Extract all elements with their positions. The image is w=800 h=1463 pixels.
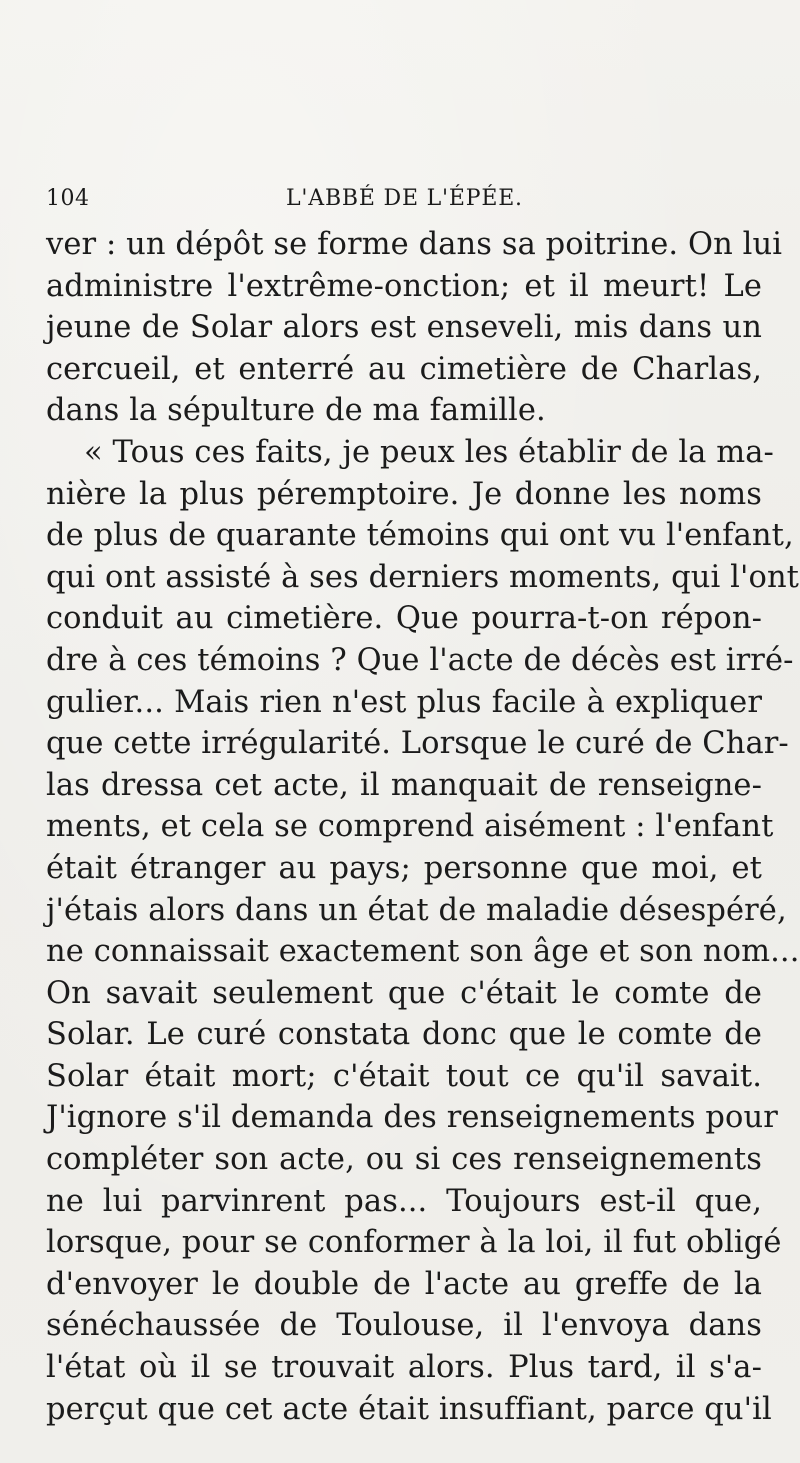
- text-line: ver : un dépôt se forme dans sa poitrine. On lui: [46, 227, 783, 262]
- page-number: 104: [46, 186, 90, 211]
- text-line: ne connaissait exactement son âge et son nom...: [46, 934, 800, 970]
- text-line: l'état où il se trouvait alors. Plus tard, il s'a-: [46, 1350, 762, 1386]
- text-line: cercueil, et enterré au cimetière de Charlas,: [46, 351, 762, 387]
- text-line: jeune de Solar alors est enseveli, mis dans un: [46, 310, 762, 346]
- body-text: [46, 224, 800, 1430]
- text-line: las dressa cet acte, il manquait de renseigne-: [46, 767, 762, 803]
- running-head: [46, 182, 756, 222]
- text-line: Solar. Le curé constata donc que le comte de: [46, 1017, 762, 1053]
- text-line: qui ont assisté à ses derniers moments, qui l'ont: [46, 559, 800, 595]
- text-line: dre à ces témoins ? Que l'acte de décès est irré-: [46, 642, 794, 678]
- text-line: était étranger au pays; personne que moi, et: [46, 850, 762, 886]
- text-line: ne lui parvinrent pas... Toujours est-il que,: [46, 1183, 762, 1219]
- text-line: On savait seulement que c'était le comte de: [46, 975, 762, 1011]
- text-line: conduit au cimetière. Que pourra-t-on répon-: [46, 601, 762, 637]
- text-line: compléter son acte, ou si ces renseignements: [46, 1142, 762, 1178]
- text-line: d'envoyer le double de l'acte au greffe de la: [46, 1266, 762, 1302]
- running-title: L'ABBÉ DE L'ÉPÉE.: [286, 186, 523, 211]
- text-line: « Tous ces faits, je peux les établir de la ma-: [84, 434, 774, 470]
- text-line: de plus de quarante témoins qui ont vu l'enfant,: [46, 518, 794, 554]
- text-line: Solar était mort; c'était tout ce qu'il savait.: [46, 1058, 762, 1094]
- text-line: que cette irrégularité. Lorsque le curé de Char-: [46, 726, 789, 762]
- text-line: j'étais alors dans un état de maladie désespéré,: [46, 892, 787, 928]
- text-line: ments, et cela se comprend aisément : l'enfant: [46, 809, 774, 845]
- text-line: J'ignore s'il demanda des renseignements pour: [46, 1100, 778, 1136]
- text-line: lorsque, pour se conformer à la loi, il fut obligé: [46, 1225, 782, 1261]
- text-line: dans la sépulture de ma famille.: [46, 393, 546, 429]
- text-line: nière la plus péremptoire. Je donne les noms: [46, 476, 762, 512]
- text-line: perçut que cet acte était insuffiant, parce qu'il: [46, 1391, 772, 1427]
- text-line: sénéchaussée de Toulouse, il l'envoya dans: [46, 1308, 762, 1344]
- text-line: gulier... Mais rien n'est plus facile à expliquer: [46, 684, 762, 720]
- text-line: administre l'extrême-onction; et il meurt! Le: [46, 268, 762, 304]
